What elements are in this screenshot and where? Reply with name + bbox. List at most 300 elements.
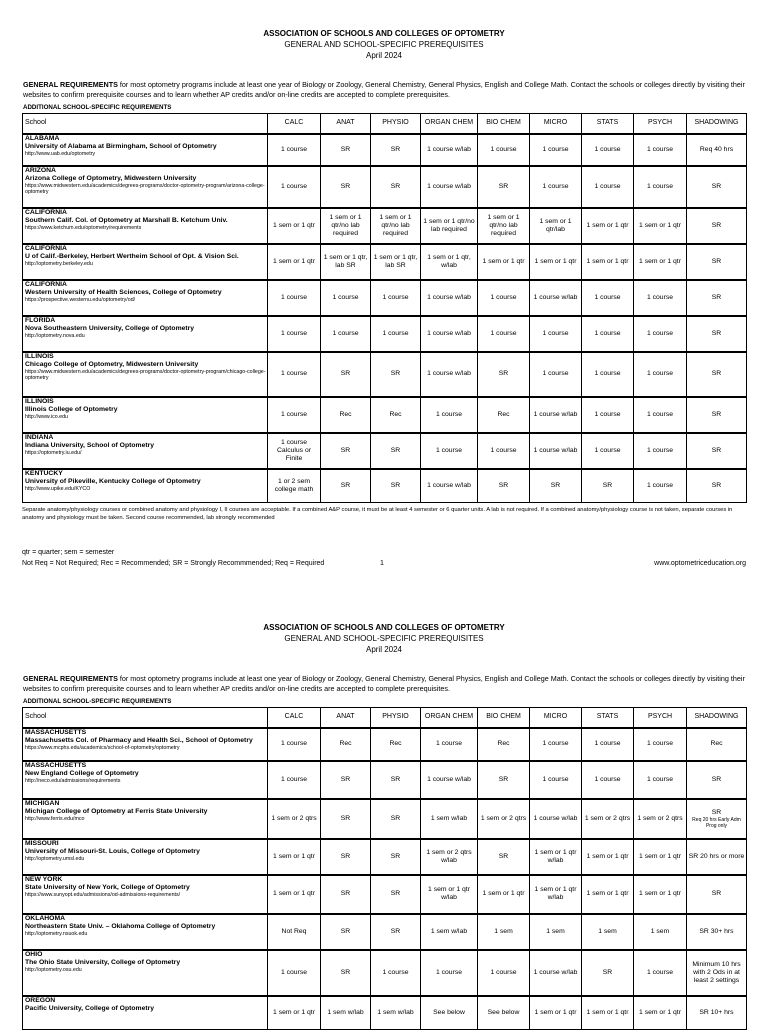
shadowing-cell bbox=[687, 166, 747, 208]
school-name: Michigan College of Optometry at Ferris State University bbox=[25, 807, 208, 815]
legend-line-1: qtr = quarter; sem = semester bbox=[22, 549, 115, 556]
col-calc: CALC bbox=[268, 708, 321, 728]
calc-cell bbox=[268, 397, 321, 433]
psych-cell bbox=[634, 316, 687, 352]
psych-value: 1 sem or 1 qtr bbox=[639, 221, 681, 229]
stats-cell bbox=[582, 728, 634, 761]
micro-cell bbox=[530, 728, 582, 761]
physio-value: Rec bbox=[389, 410, 402, 418]
bio-chem-value: SR bbox=[498, 370, 509, 377]
physio-cell bbox=[371, 875, 421, 914]
col-organ-chem: ORGAN CHEM bbox=[421, 114, 478, 134]
school-url[interactable]: http://optometry.berkeley.edu bbox=[25, 260, 93, 267]
table-row bbox=[23, 280, 747, 316]
stats-cell bbox=[582, 914, 634, 950]
psych-value: 1 sem or 2 qtrs bbox=[637, 814, 683, 822]
micro-cell bbox=[530, 166, 582, 208]
anat-cell bbox=[321, 839, 371, 875]
organ-chem-cell bbox=[421, 728, 478, 761]
subtitle: GENERAL AND SCHOOL-SPECIFIC PREREQUISITES bbox=[284, 40, 484, 49]
col-stats: STATS bbox=[582, 114, 634, 134]
psych-value: 1 course bbox=[646, 370, 674, 377]
stats-value: 1 course bbox=[594, 410, 621, 418]
stats-value: SR bbox=[602, 481, 613, 489]
organ-chem-cell bbox=[421, 875, 478, 914]
shadowing-cell bbox=[687, 728, 747, 761]
school-cell bbox=[23, 914, 268, 950]
psych-cell bbox=[634, 433, 687, 469]
school-name: University of Alabama at Birmingham, School of Optometry bbox=[25, 142, 217, 150]
micro-value: 1 course bbox=[542, 775, 569, 783]
calc-value: 1 sem or 1 qtr bbox=[273, 221, 315, 229]
calc-value: 1 course bbox=[280, 293, 308, 301]
organ-chem-cell bbox=[421, 244, 478, 280]
psych-cell bbox=[634, 280, 687, 316]
micro-value: 1 course bbox=[542, 182, 569, 190]
micro-cell bbox=[530, 914, 582, 950]
psych-cell bbox=[634, 469, 687, 503]
school-url[interactable]: http://optometry.nsuok.edu bbox=[25, 930, 88, 937]
organ-chem-cell bbox=[421, 352, 478, 397]
org-title-2: ASSOCIATION OF SCHOOLS AND COLLEGES OF OPTOMETRY bbox=[263, 623, 505, 632]
date-2: April 2024 bbox=[365, 645, 403, 654]
table-row bbox=[23, 950, 747, 996]
anat-cell bbox=[321, 433, 371, 469]
legend bbox=[22, 547, 324, 569]
bio-chem-cell bbox=[478, 761, 530, 799]
bio-chem-value: 1 course bbox=[490, 968, 517, 976]
school-url[interactable]: http://optometry.umsl.edu bbox=[25, 855, 85, 862]
organ-chem-cell bbox=[421, 166, 478, 208]
micro-cell bbox=[530, 280, 582, 316]
school-name: University of Missouri-St. Louis, College of Optometry bbox=[25, 847, 200, 855]
school-cell bbox=[23, 166, 268, 208]
psych-cell bbox=[634, 134, 687, 166]
psych-cell bbox=[634, 839, 687, 875]
header-row bbox=[23, 114, 747, 134]
school-url[interactable]: http://www.upike.edu/KYCO bbox=[25, 485, 91, 492]
micro-cell bbox=[530, 875, 582, 914]
calc-cell bbox=[268, 799, 321, 839]
shadowing-value: SR bbox=[711, 221, 722, 229]
table-row bbox=[23, 839, 747, 875]
school-name: Massachusetts Col. of Pharmacy and Health Sci., School of Optometry bbox=[25, 736, 253, 744]
school-url[interactable]: https://www.midwestern.edu/academics/degrees-programs/doctor-optometry-program/arizona-college-optometry bbox=[25, 182, 265, 195]
anat-value: 1 sem or 1 qtr/no lab required bbox=[329, 213, 362, 237]
shadowing-cell bbox=[687, 996, 747, 1030]
state-name: MASSACHUSETTS bbox=[25, 761, 87, 769]
col-bio-chem: BIO CHEM bbox=[478, 708, 530, 728]
bio-chem-value: SR bbox=[498, 481, 509, 489]
school-cell bbox=[23, 950, 268, 996]
school-url[interactable]: http://www.ico.edu bbox=[25, 413, 68, 420]
school-cell bbox=[23, 996, 268, 1030]
micro-value: 1 course w/lab bbox=[533, 293, 578, 301]
school-cell bbox=[23, 875, 268, 914]
state-name: ARIZONA bbox=[25, 166, 56, 174]
stats-cell bbox=[582, 244, 634, 280]
calc-value: Not Req bbox=[281, 927, 307, 935]
bio-chem-value: 1 course bbox=[490, 329, 517, 337]
physio-cell bbox=[371, 996, 421, 1030]
school-url[interactable]: https://www.midwestern.edu/academics/degrees-programs/doctor-optometry-program/chicago-college-optometry bbox=[25, 368, 266, 381]
shadowing-note: Req 20 hrs Early Adm Prog only bbox=[692, 816, 741, 829]
calc-value: 1 or 2 sem college math bbox=[274, 477, 314, 493]
organ-chem-value: 1 course w/lab bbox=[427, 145, 471, 153]
calc-cell bbox=[268, 280, 321, 316]
bio-chem-value: 1 course bbox=[490, 293, 517, 301]
anat-value: SR bbox=[340, 814, 351, 822]
general-lead: GENERAL REQUIREMENTS bbox=[23, 80, 118, 89]
bio-chem-cell bbox=[478, 728, 530, 761]
table-row bbox=[23, 799, 747, 839]
calc-value: 1 course bbox=[280, 775, 308, 783]
calc-value: 1 sem or 1 qtr bbox=[273, 890, 315, 897]
psych-value: 1 course bbox=[646, 775, 674, 783]
table-row bbox=[23, 397, 747, 433]
col-micro: MICRO bbox=[530, 708, 582, 728]
micro-cell bbox=[530, 208, 582, 244]
stats-cell bbox=[582, 352, 634, 397]
micro-cell bbox=[530, 469, 582, 503]
anat-cell bbox=[321, 280, 371, 316]
anat-value: SR bbox=[340, 446, 351, 454]
physio-cell bbox=[371, 208, 421, 244]
stats-value: 1 course bbox=[594, 329, 621, 337]
bio-chem-value: 1 sem bbox=[494, 927, 513, 935]
bio-chem-cell bbox=[478, 208, 530, 244]
psych-cell bbox=[634, 397, 687, 433]
table-row bbox=[23, 433, 747, 469]
organ-chem-value: 1 sem or 1 qtr/no lab required bbox=[423, 217, 475, 233]
school-url[interactable]: http://neco.edu/admissions/requirements bbox=[25, 777, 121, 784]
psych-cell bbox=[634, 166, 687, 208]
organ-chem-value: 1 course bbox=[435, 410, 463, 418]
organ-chem-value: 1 sem w/lab bbox=[430, 927, 468, 935]
organ-chem-cell bbox=[421, 761, 478, 799]
physio-value: 1 sem or 1 qtr, lab SR bbox=[373, 253, 418, 269]
table-row bbox=[23, 761, 747, 799]
micro-cell bbox=[530, 316, 582, 352]
micro-cell bbox=[530, 950, 582, 996]
legend-line-2: Not Req = Not Required; Rec = Recommended; SR = Strongly Recommmended; Req = Required bbox=[22, 560, 325, 567]
state-name: ILLINOIS bbox=[25, 397, 54, 405]
calc-cell bbox=[268, 914, 321, 950]
calc-cell bbox=[268, 208, 321, 244]
requirements-table-2 bbox=[22, 707, 747, 1030]
general-text-2: for most optometry programs include at least one year of Biology or Zoology, General Chemistry, General Physics, English and College Math. Contact the schools or colleges directly by visiting their websites to confirm prerequisite courses and to learn whether AP credits and/or on-line credits are accepted to complete prerequisites. bbox=[23, 674, 745, 693]
physio-value: SR bbox=[390, 370, 401, 377]
state-name: ALABAMA bbox=[25, 134, 60, 142]
psych-value: 1 course bbox=[646, 293, 674, 301]
bio-chem-value: 1 sem or 2 qtrs bbox=[480, 814, 527, 822]
shadowing-value: SR bbox=[711, 446, 722, 454]
physio-value: SR bbox=[390, 852, 401, 860]
shadowing-value: Rec bbox=[710, 740, 723, 747]
bio-chem-cell bbox=[478, 950, 530, 996]
footnote: Separate anatomy/physiology courses or combined anatomy and physiology I, II courses are acceptable. If a combined A&P course, it must be at least 4 semester or 6 quarter units. A lab is not required. If a combined anatomy/physiology course is not taken, separate courses in anatomy and physiology must be taken. Second course recommended, lab strongly recommended bbox=[22, 507, 733, 521]
psych-value: 1 sem or 1 qtr bbox=[639, 852, 681, 860]
school-name: State University of New York, College of Optometry bbox=[25, 883, 190, 891]
anat-cell bbox=[321, 950, 371, 996]
stats-value: 1 sem or 1 qtr bbox=[586, 257, 629, 265]
micro-cell bbox=[530, 799, 582, 839]
calc-value: 1 course bbox=[280, 968, 308, 976]
state-name: OHIO bbox=[25, 950, 43, 958]
physio-value: SR bbox=[390, 814, 401, 822]
anat-cell bbox=[321, 352, 371, 397]
bio-chem-value: Rec bbox=[497, 410, 510, 418]
organ-chem-value: 1 sem w/lab bbox=[430, 814, 468, 822]
school-name: New England College of Optometry bbox=[25, 769, 139, 777]
physio-cell bbox=[371, 761, 421, 799]
state-name: KENTUCKY bbox=[25, 469, 63, 477]
school-cell bbox=[23, 134, 268, 166]
school-cell bbox=[23, 761, 268, 799]
stats-cell bbox=[582, 166, 634, 208]
school-url[interactable]: https://optometry.iu.edu/ bbox=[25, 449, 82, 456]
shadowing-value: SR bbox=[711, 775, 722, 783]
school-cell bbox=[23, 352, 268, 397]
shadowing-value: SR bbox=[711, 410, 722, 418]
organ-chem-value: 1 course w/lab bbox=[427, 370, 471, 377]
psych-value: 1 course bbox=[646, 481, 674, 489]
subtitle-2: GENERAL AND SCHOOL-SPECIFIC PREREQUISITES bbox=[284, 634, 484, 643]
shadowing-cell bbox=[687, 352, 747, 397]
physio-value: 1 sem or 1 qtr/no lab required bbox=[379, 213, 412, 237]
table-row bbox=[23, 316, 747, 352]
anat-value: SR bbox=[340, 852, 351, 860]
anat-value: SR bbox=[340, 370, 351, 377]
physio-cell bbox=[371, 397, 421, 433]
physio-cell bbox=[371, 166, 421, 208]
anat-value: SR bbox=[340, 481, 351, 489]
shadowing-cell bbox=[687, 316, 747, 352]
physio-value: 1 course bbox=[382, 329, 409, 337]
physio-value: SR bbox=[390, 145, 401, 153]
organ-chem-value: 1 sem or 2 qtrs w/lab bbox=[426, 848, 472, 864]
organ-chem-cell bbox=[421, 996, 478, 1030]
table-row bbox=[23, 352, 747, 397]
psych-value: 1 sem bbox=[650, 927, 670, 935]
school-cell bbox=[23, 799, 268, 839]
organ-chem-cell bbox=[421, 799, 478, 839]
stats-cell bbox=[582, 799, 634, 839]
general-lead-2: GENERAL REQUIREMENTS bbox=[23, 674, 118, 683]
table-row bbox=[23, 875, 747, 914]
stats-value: SR bbox=[602, 968, 613, 976]
shadowing-value: Minimum 10 hrs with 2 Ods in at least 2 settings bbox=[692, 960, 741, 984]
page-header bbox=[0, 28, 768, 61]
micro-value: 1 course w/lab bbox=[533, 968, 578, 976]
micro-value: 1 sem or 1 qtr/lab bbox=[539, 217, 572, 233]
physio-value: SR bbox=[390, 446, 401, 454]
school-url[interactable]: https://prospective.westernu.edu/optometry/od/ bbox=[25, 296, 136, 303]
psych-value: 1 course bbox=[646, 968, 674, 976]
school-url[interactable]: http://www.ferris.edu/mco bbox=[25, 815, 85, 822]
school-cell bbox=[23, 728, 268, 761]
organ-chem-cell bbox=[421, 433, 478, 469]
school-cell bbox=[23, 839, 268, 875]
micro-value: 1 course bbox=[542, 145, 569, 153]
anat-value: SR bbox=[340, 182, 351, 190]
shadowing-value: Req 40 hrs bbox=[699, 145, 734, 153]
shadowing-cell bbox=[687, 875, 747, 914]
psych-cell bbox=[634, 761, 687, 799]
anat-value: SR bbox=[340, 927, 351, 935]
psych-cell bbox=[634, 996, 687, 1030]
school-url[interactable]: https://www.ketchum.edu/optometry/requirements bbox=[25, 224, 142, 231]
school-url[interactable]: http://optometry.osu.edu bbox=[25, 966, 82, 973]
physio-cell bbox=[371, 469, 421, 503]
table-row bbox=[23, 469, 747, 503]
shadowing-cell bbox=[687, 950, 747, 996]
shadowing-cell bbox=[687, 761, 747, 799]
school-name: University of Pikeville, Kentucky College of Optometry bbox=[25, 477, 201, 485]
micro-value: 1 course bbox=[542, 370, 569, 377]
anat-cell bbox=[321, 728, 371, 761]
anat-cell bbox=[321, 875, 371, 914]
state-name: OKLAHOMA bbox=[25, 914, 66, 922]
micro-value: 1 sem or 1 qtr w/lab bbox=[534, 848, 577, 864]
psych-value: 1 course bbox=[646, 182, 674, 190]
calc-value: 1 course bbox=[280, 182, 308, 190]
micro-value: 1 sem bbox=[546, 927, 565, 935]
physio-cell bbox=[371, 352, 421, 397]
shadowing-cell bbox=[687, 208, 747, 244]
physio-value: 1 course bbox=[382, 293, 409, 301]
shadowing-value: SR 20 hrs or more bbox=[688, 852, 745, 860]
anat-cell bbox=[321, 208, 371, 244]
micro-cell bbox=[530, 244, 582, 280]
shadowing-cell bbox=[687, 433, 747, 469]
state-name: CALIFORNIA bbox=[25, 280, 67, 288]
org-title: ASSOCIATION OF SCHOOLS AND COLLEGES OF OPTOMETRY bbox=[263, 29, 505, 38]
school-url[interactable]: http://www.uab.edu/optometry bbox=[25, 150, 96, 157]
website-link[interactable]: www.optometriceducation.org bbox=[654, 560, 746, 567]
calc-cell bbox=[268, 728, 321, 761]
organ-chem-cell bbox=[421, 397, 478, 433]
school-cell bbox=[23, 397, 268, 433]
calc-cell bbox=[268, 469, 321, 503]
anat-value: 1 course bbox=[332, 293, 359, 301]
state-name: MASSACHUSETTS bbox=[25, 728, 87, 736]
physio-cell bbox=[371, 244, 421, 280]
general-requirements bbox=[23, 80, 753, 100]
organ-chem-value: See below bbox=[433, 1008, 465, 1016]
physio-value: SR bbox=[390, 481, 401, 489]
bio-chem-value: SR bbox=[498, 775, 509, 783]
stats-value: 1 sem bbox=[598, 927, 617, 935]
physio-value: Rec bbox=[389, 740, 402, 747]
shadowing-value: SR bbox=[711, 293, 722, 301]
school-url[interactable]: https://www.sunyopt.edu/admissions/od-admissions-requirements/ bbox=[25, 891, 181, 898]
bio-chem-value: SR bbox=[498, 852, 509, 860]
shadowing-value: SR bbox=[711, 370, 722, 377]
physio-value: SR bbox=[390, 182, 401, 190]
stats-value: 1 sem or 1 qtr bbox=[586, 890, 629, 897]
anat-cell bbox=[321, 134, 371, 166]
bio-chem-value: SR bbox=[498, 182, 509, 190]
calc-value: 1 course bbox=[280, 329, 308, 337]
state-name: CALIFORNIA bbox=[25, 208, 67, 216]
anat-cell bbox=[321, 316, 371, 352]
psych-cell bbox=[634, 950, 687, 996]
school-name: Western University of Health Sciences, College of Optometry bbox=[25, 288, 222, 296]
physio-value: SR bbox=[390, 775, 401, 783]
school-url[interactable]: http://optometry.nova.edu bbox=[25, 332, 85, 339]
shadowing-cell bbox=[687, 799, 747, 839]
school-url[interactable]: https://www.mcphs.edu/academics/school-of-optometry/optometry bbox=[25, 744, 180, 751]
psych-cell bbox=[634, 244, 687, 280]
calc-value: 1 sem or 1 qtr bbox=[273, 257, 315, 265]
bio-chem-cell bbox=[478, 397, 530, 433]
shadowing-value: SR bbox=[711, 481, 722, 489]
stats-cell bbox=[582, 761, 634, 799]
stats-value: 1 sem or 1 qtr bbox=[586, 852, 629, 860]
state-name: NEW YORK bbox=[25, 875, 63, 883]
physio-cell bbox=[371, 134, 421, 166]
school-name: The Ohio State University, College of Optometry bbox=[25, 958, 181, 966]
bio-chem-cell bbox=[478, 799, 530, 839]
state-name: MISSOURI bbox=[25, 839, 59, 847]
page-header-2 bbox=[0, 622, 768, 655]
bio-chem-cell bbox=[478, 244, 530, 280]
stats-value: 1 course bbox=[594, 182, 621, 190]
anat-cell bbox=[321, 914, 371, 950]
state-name: OREGON bbox=[25, 996, 56, 1004]
calc-value: 1 course bbox=[280, 145, 308, 153]
organ-chem-value: 1 course w/lab bbox=[427, 775, 471, 783]
organ-chem-value: 1 course w/lab bbox=[427, 293, 471, 301]
anat-value: 1 course bbox=[332, 329, 359, 337]
col-calc: CALC bbox=[268, 114, 321, 134]
general-requirements-2 bbox=[23, 674, 753, 694]
shadowing-value: SR bbox=[711, 182, 722, 190]
calc-cell bbox=[268, 244, 321, 280]
organ-chem-cell bbox=[421, 839, 478, 875]
additional-label-2: ADDITIONAL SCHOOL-SPECIFIC REQUIREMENTS bbox=[23, 698, 172, 705]
anat-value: SR bbox=[340, 890, 351, 897]
calc-value: 1 sem or 1 qtr bbox=[273, 852, 315, 860]
physio-cell bbox=[371, 799, 421, 839]
shadowing-value: SR bbox=[711, 808, 722, 816]
calc-cell bbox=[268, 996, 321, 1030]
stats-cell bbox=[582, 839, 634, 875]
micro-cell bbox=[530, 352, 582, 397]
school-name: Southern Calif. Col. of Optometry at Marshall B. Ketchum Univ. bbox=[25, 216, 228, 224]
col-shadowing: SHADOWING bbox=[687, 114, 747, 134]
organ-chem-cell bbox=[421, 914, 478, 950]
state-name: MICHIGAN bbox=[25, 799, 60, 807]
state-name: CALIFORNIA bbox=[25, 244, 67, 252]
shadowing-cell bbox=[687, 839, 747, 875]
physio-value: 1 sem w/lab bbox=[377, 1008, 414, 1016]
organ-chem-cell bbox=[421, 208, 478, 244]
psych-value: 1 sem or 1 qtr bbox=[639, 257, 681, 265]
organ-chem-cell bbox=[421, 280, 478, 316]
physio-value: SR bbox=[390, 927, 401, 935]
psych-value: 1 course bbox=[646, 446, 674, 454]
school-cell bbox=[23, 316, 268, 352]
stats-value: 1 sem or 1 qtr bbox=[586, 1008, 629, 1016]
calc-cell bbox=[268, 875, 321, 914]
micro-value: 1 course bbox=[542, 329, 569, 337]
calc-value: 1 course bbox=[280, 370, 308, 377]
physio-cell bbox=[371, 280, 421, 316]
anat-cell bbox=[321, 397, 371, 433]
col-stats: STATS bbox=[582, 708, 634, 728]
